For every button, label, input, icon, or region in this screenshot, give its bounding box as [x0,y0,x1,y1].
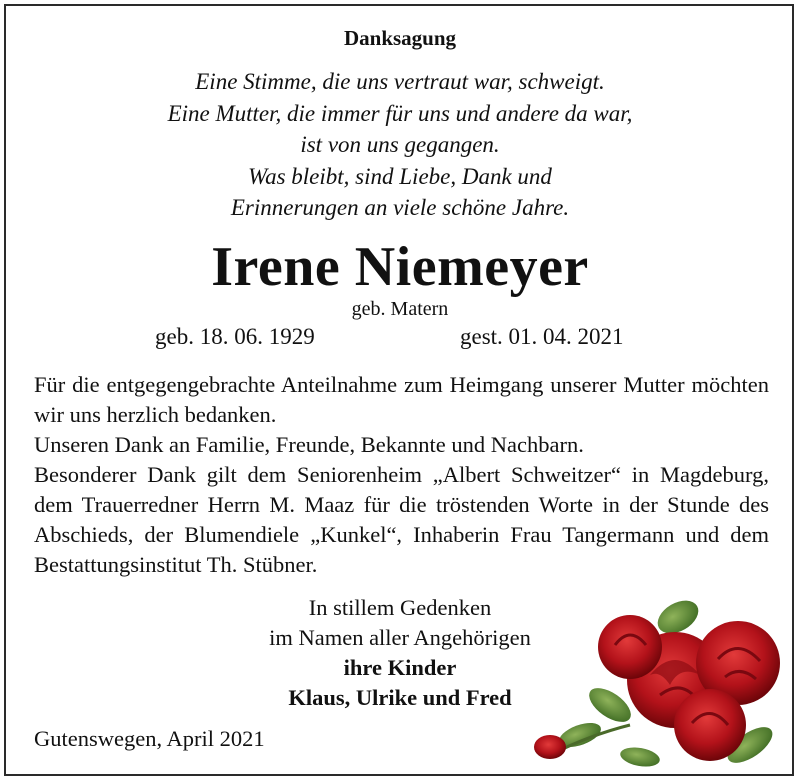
thanks-paragraph: Für die entgegengebrachte Anteilnahme zum Heimgang unserer Mutter möchten wir uns herzlich bedanken. [34,372,769,427]
thanks-paragraph: Unseren Dank an Familie, Freunde, Bekannte und Nachbarn. [34,432,584,457]
poem-line: Was bleibt, sind Liebe, Dank und [248,163,552,189]
thanks-text [34,370,769,580]
birth-date: geb. 18. 06. 1929 [155,324,315,349]
poem-line: ist von uns gegangen. [300,132,500,157]
closing-line: im Namen aller Angehörigen [269,625,531,650]
thanks-paragraph: Besonderer Dank gilt dem Seniorenheim „Albert Schweitzer“ in Magdeburg, dem Trauerredner Herrn M. Maaz für die tröstenden Worte in der Stunde des Abschieds, der Blumendiele „Kunkel“, Inhaberin Frau Tangermann und dem Bestattungsinstitut Th. Stübner. [34,462,769,577]
maiden-name: geb. Matern [351,298,449,320]
poem-line: Eine Mutter, die immer für uns und andere da war, [167,100,633,126]
notice-title: Danksagung [343,26,457,50]
poem [0,66,800,224]
closing-line: In stillem Gedenken [308,595,492,620]
poem-line: Erinnerungen an viele schöne Jahre. [230,195,570,220]
poem-line: Eine Stimme, die uns vertraut war, schweigt. [195,69,605,94]
place-and-date: Gutenswegen, April 2021 [34,726,265,751]
deceased-name: Irene Niemeyer [211,236,589,298]
death-date: gest. 01. 04. 2021 [460,324,624,349]
red-roses-image [520,585,795,775]
signatory-names: Klaus, Ulrike und Fred [288,685,512,710]
signatory-relation: ihre Kinder [343,655,457,680]
